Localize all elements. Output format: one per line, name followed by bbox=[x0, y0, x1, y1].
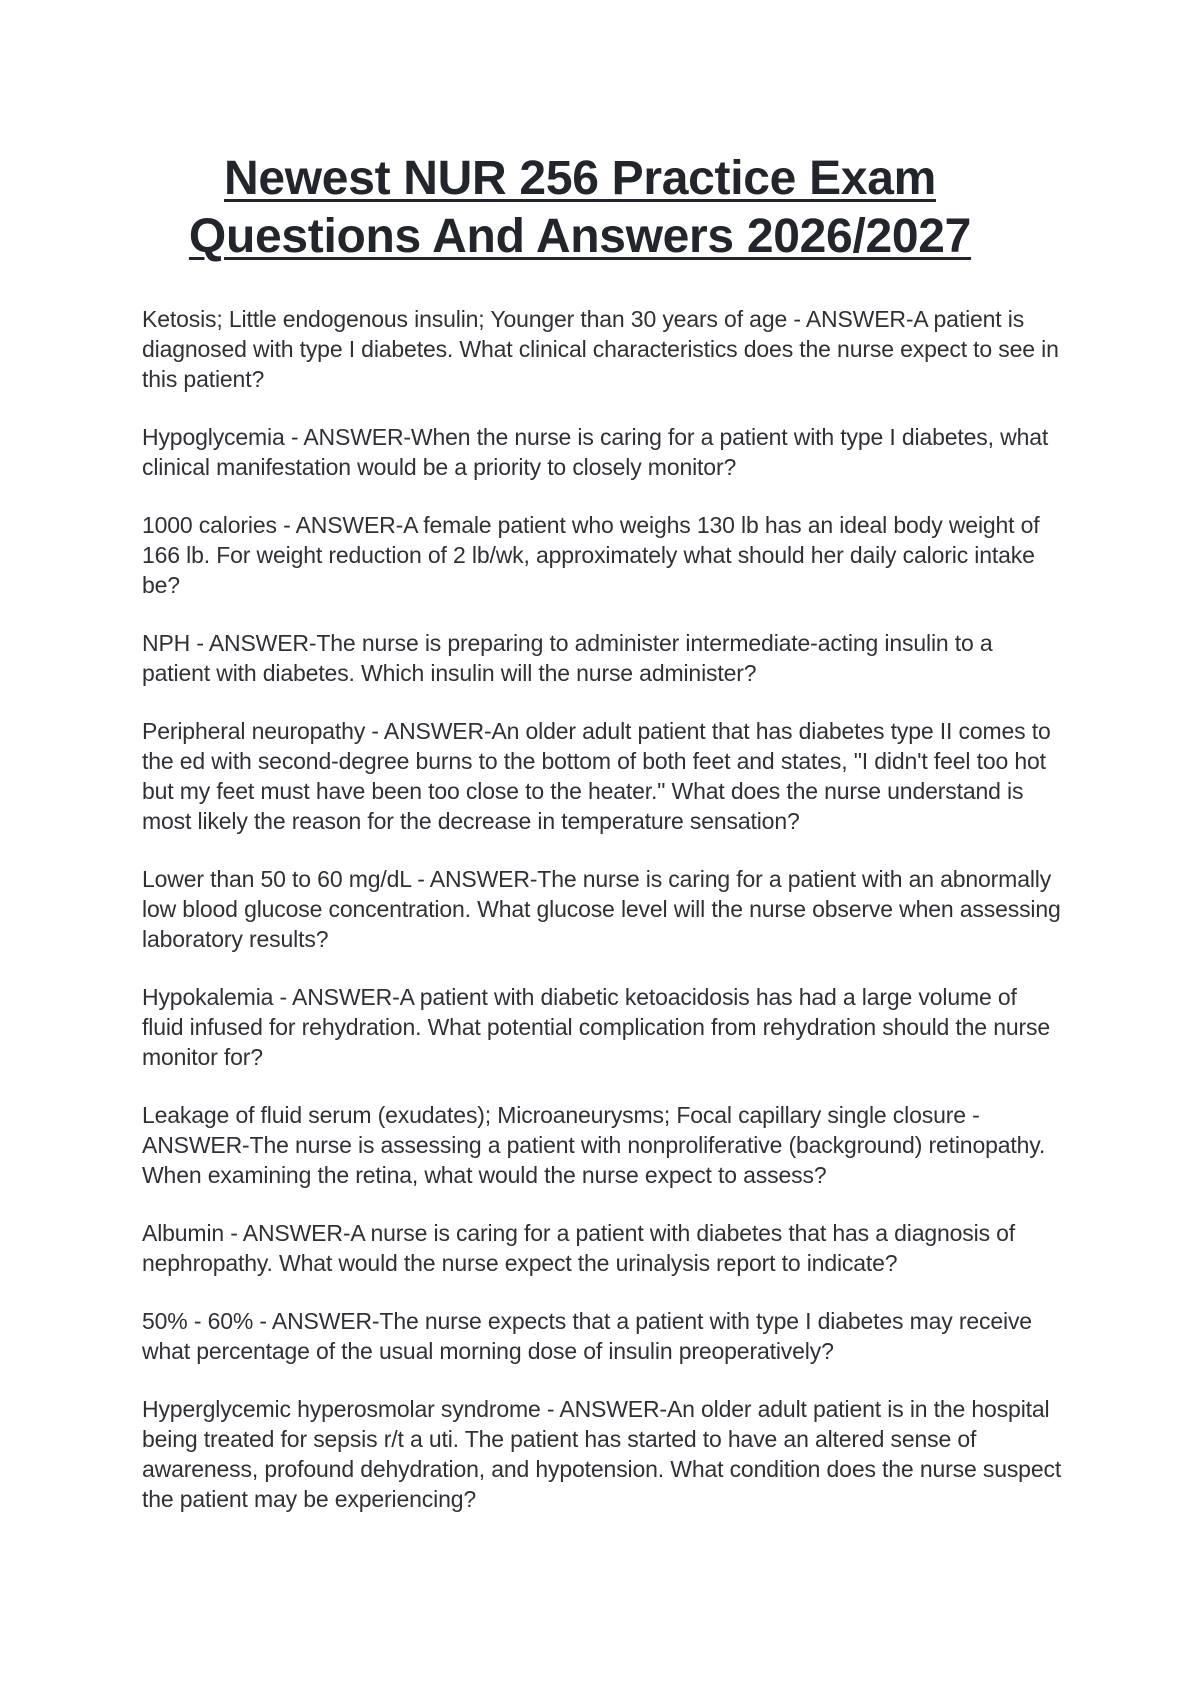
title-line-2: Questions And Answers 2026/2027 bbox=[188, 210, 972, 263]
qa-item-4: NPH - ANSWER-The nurse is preparing to administer intermediate-acting insulin to a patient with diabetes. Which insulin will the nurse administer? bbox=[142, 630, 993, 686]
qa-item-5: Peripheral neuropathy - ANSWER-An older adult patient that has diabetes type II comes to the ed with second-degree burns to the bottom of both feet and states, "I didn't feel too hot but my feet must have been too close to the heater." What does the nurse understand is most likely the reason for the decrease in temperature sensation? bbox=[142, 718, 1051, 834]
qa-item-10: 50% - 60% - ANSWER-The nurse expects that a patient with type I diabetes may receive what percentage of the usual morning dose of insulin preoperatively? bbox=[142, 1308, 1032, 1364]
title-line-1: Newest NUR 256 Practice Exam bbox=[224, 152, 936, 205]
qa-item-6: Lower than 50 to 60 mg/dL - ANSWER-The nurse is caring for a patient with an abnormally low blood glucose concentration. What glucose level will the nurse observe when assessing laboratory results? bbox=[142, 866, 1061, 952]
qa-item-1: Ketosis; Little endogenous insulin; Younger than 30 years of age - ANSWER-A patient is diagnosed with type I diabetes. What clinical characteristics does the nurse expect to see in this patient? bbox=[142, 306, 1059, 392]
qa-item-9: Albumin - ANSWER-A nurse is caring for a patient with diabetes that has a diagnosis of nephropathy. What would the nurse expect the urinalysis report to indicate? bbox=[142, 1220, 1016, 1276]
qa-item-3: 1000 calories - ANSWER-A female patient who weighs 130 lb has an ideal body weight of 166 lb. For weight reduction of 2 lb/wk, approximately what should her daily caloric intake be? bbox=[142, 512, 1040, 598]
qa-item-11: Hyperglycemic hyperosmolar syndrome - ANSWER-An older adult patient is in the hospital being treated for sepsis r/t a uti. The patient has started to have an altered sense of awareness, profound dehydration, and hypotension. What condition does the nurse suspect the patient may be experiencing? bbox=[142, 1396, 1062, 1512]
qa-item-8: Leakage of fluid serum (exudates); Microaneurysms; Focal capillary single closure - ANSWER-The nurse is assessing a patient with nonproliferative (background) retinopathy. When examining the retina, what would the nurse expect to assess? bbox=[142, 1102, 1046, 1188]
document-title bbox=[0, 150, 1160, 266]
qa-item-2: Hypoglycemia - ANSWER-When the nurse is caring for a patient with type I diabetes, what clinical manifestation would be a priority to closely monitor? bbox=[142, 424, 1049, 480]
qa-item-7: Hypokalemia - ANSWER-A patient with diabetic ketoacidosis has had a large volume of fluid infused for rehydration. What potential complication from rehydration should the nurse monitor for? bbox=[142, 984, 1050, 1070]
qa-list bbox=[142, 304, 1062, 1542]
